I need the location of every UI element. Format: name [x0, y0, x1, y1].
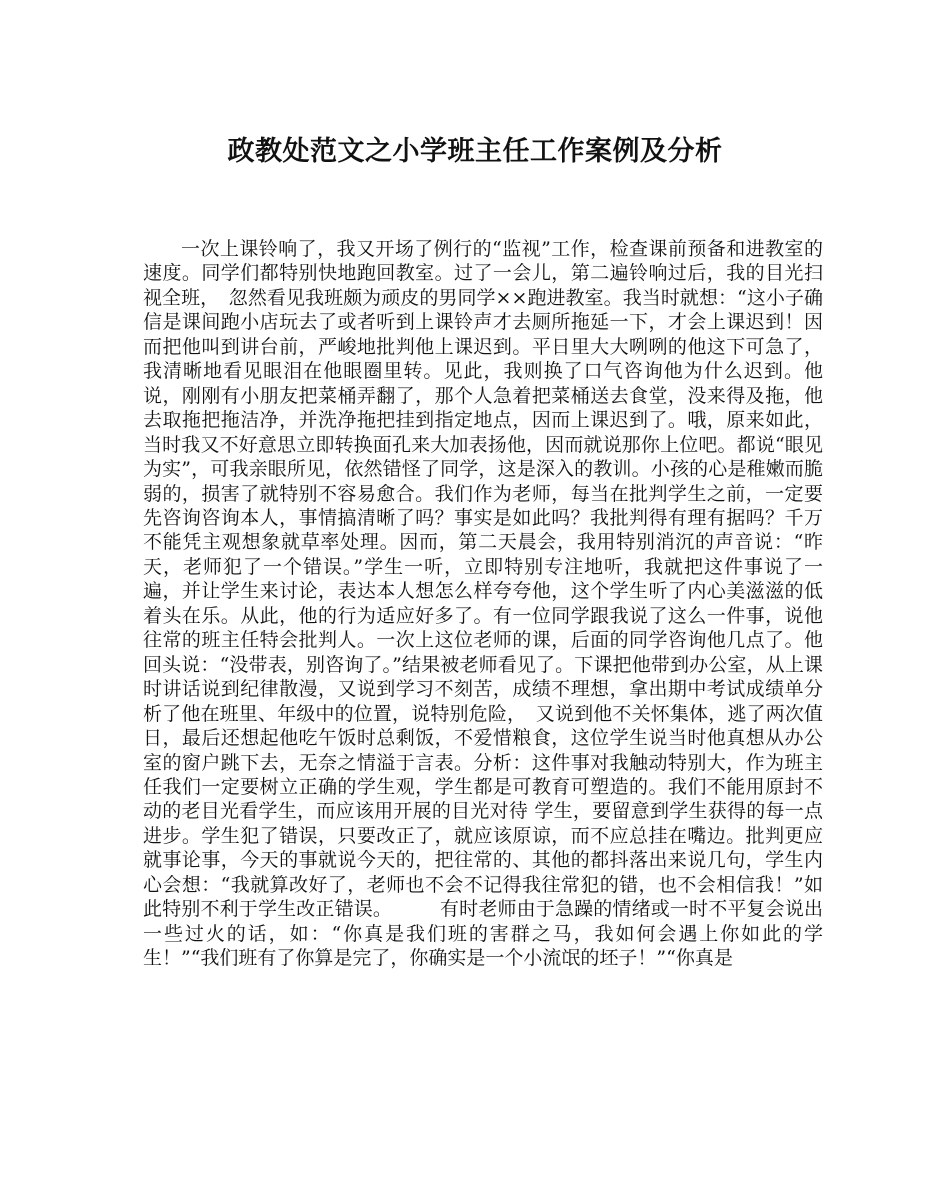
document-title: 政教处范文之小学班主任工作案例及分析 [227, 136, 723, 167]
document-body-paragraph: 一次上课铃响了，我又开场了例行的“监视”工作，检查课前预备和进教室的速度。同学们都特别快地跑回教室。过了一会儿，第二遍铃响过后，我的目光扫视全班， 忽然看见我班颇为顽皮的男同学××跑进教室。我当时就想：“这小子确信是课间跑小店玩去了或者听到上课铃声才去厕所拖延一下，才会上课迟到！因而把他叫到讲台前，严峻地批判他上课迟到。平日里大大咧咧的他这下可急了，我清晰地看见眼泪在他眼圈里转。见此，我则换了口气咨询他为什么迟到。他说，刚刚有小朋友把菜桶弄翻了，那个人急着把菜桶送去食堂，没来得及拖，他去取拖把拖洁净，并洗净拖把挂到指定地点，因而上课迟到了。哦，原来如此，当时我又不好意思立即转换面孔来大加表扬他，因而就说那你上位吧。都说“眼见为实”，可我亲眼所见，依然错怪了同学，这是深入的教训。小孩的心是稚嫩而脆弱的，损害了就特别不容易愈合。我们作为老师，每当在批判学生之前，一定要先咨询咨询本人，事情搞清晰了吗？事实是如此吗？我批判得有理有据吗？千万不能凭主观想象就草率处理。因而，第二天晨会，我用特别消沉的声音说：“昨天，老师犯了一个错误。”学生一听，立即特别专注地听，我就把这件事说了一遍，并让学生来讨论，表达本人想怎么样夸夸他，这个学生听了内心美滋滋的低着头在乐。从此，他的行为适应好多了。有一位同学跟我说了这么一件事，说他往常的班主任特会批判人。一次上这位老师的课，后面的同学咨询他几点了。他回头说：“没带表，别咨询了。”结果被老师看见了。下课把他带到办公室，从上课时讲话说到纪律散漫，又说到学习不刻苦，成绩不理想，拿出期中考试成绩单分析了他在班里、年级中的位置，说特别危险， 又说到他不关怀集体，逃了两次值日，最后还想起他吃午饭时总剩饭，不爱惜粮食，这位学生说当时他真想从办公室的窗户跳下去，无奈之情溢于言表。分析：这件事对我触动特别大，作为班主任我们一定要树立正确的学生观，学生都是可教育可塑造的。我们不能用原封不动的老目光看学生，而应该用开展的目光对待 学生，要留意到学生获得的每一点进步。学生犯了错误，只要改正了，就应该原谅，而不应总挂在嘴边。批判更应就事论事，今天的事就说今天的，把往常的、其他的都抖落出来说几句，学生内心会想：“我就算改好了，老师也不会不记得我往常犯的错，也不会相信我！”如此特别不利于学生改正错误。 有时老师由于急躁的情绪或一时不平复会说出一些过火的话，如：“你真是我们班的害群之马，我如何会遇上你如此的学生！”“我们班有了你算是完了，你确实是一个小流氓的坯子！”“你真是 [143, 238, 823, 970]
